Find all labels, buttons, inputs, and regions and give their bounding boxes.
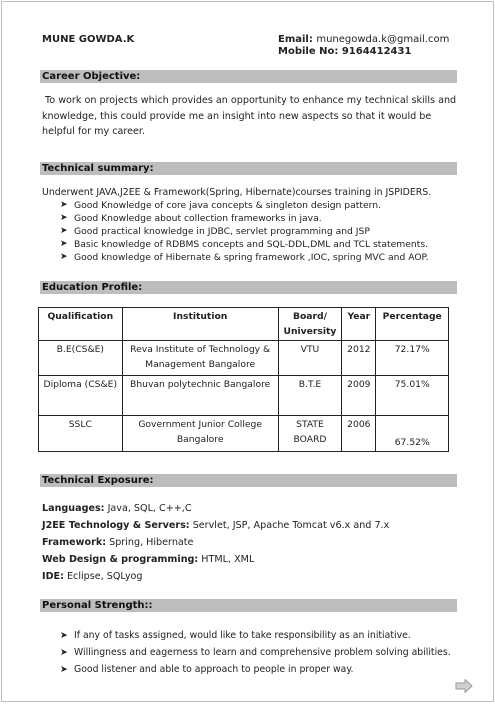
table-cell: 2012 bbox=[342, 341, 376, 376]
next-page-arrow-icon[interactable] bbox=[455, 679, 473, 693]
section-education-profile: Education Profile: bbox=[40, 281, 457, 294]
column-header: Board/ University bbox=[278, 308, 341, 341]
table-cell: 2006 bbox=[342, 416, 376, 452]
list-item: ➤ Basic knowledge of RDBMS concepts and SQL-DDL,DML and TCL statements. bbox=[60, 239, 429, 250]
arrow-right-icon: ➤ bbox=[60, 664, 68, 675]
mobile-label: Mobile No: bbox=[278, 46, 339, 57]
list-item: J2EE Technology & Servers: Servlet, JSP, Apache Tomcat v6.x and 7.x bbox=[42, 520, 390, 531]
table-cell: B.T.E bbox=[278, 376, 341, 416]
section-personal-strength: Personal Strength:: bbox=[40, 599, 457, 612]
section-career-objective: Career Objective: bbox=[40, 70, 457, 83]
table-row bbox=[39, 341, 449, 376]
list-item: ➤ Good listener and able to approach to people in proper way. bbox=[60, 661, 470, 678]
column-header: Qualification bbox=[39, 308, 123, 341]
list-item: IDE: Eclipse, SQLyog bbox=[42, 571, 143, 582]
mobile-value: 9164412431 bbox=[341, 46, 412, 57]
arrow-right-icon: ➤ bbox=[60, 213, 68, 223]
technical-exposure-list bbox=[42, 500, 462, 585]
list-item: ➤ Good Knowledge about collection frameworks in java. bbox=[60, 213, 322, 224]
table-cell: 72.17% bbox=[376, 341, 449, 376]
table-cell: SSLC bbox=[39, 416, 123, 452]
column-header: Percentage bbox=[376, 308, 449, 341]
table-row bbox=[39, 416, 449, 452]
education-table bbox=[38, 307, 449, 452]
arrow-right-icon: ➤ bbox=[60, 239, 68, 249]
table-cell: STATE BOARD bbox=[278, 416, 341, 452]
table-cell: Government Junior College Bangalore bbox=[122, 416, 278, 452]
list-item: Web Design & programming: HTML, XML bbox=[42, 554, 255, 565]
list-item: Framework: Spring, Hibernate bbox=[42, 537, 194, 548]
table-cell: 75.01% bbox=[376, 376, 449, 416]
table-cell: Diploma (CS&E) bbox=[39, 376, 123, 416]
section-technical-summary: Technical summary: bbox=[40, 162, 457, 175]
arrow-right-icon: ➤ bbox=[60, 226, 68, 236]
personal-strength-list bbox=[60, 627, 470, 678]
resume-page bbox=[1, 1, 494, 702]
email-value[interactable]: munegowda.k@gmail.com bbox=[316, 34, 450, 45]
arrow-right-icon: ➤ bbox=[60, 647, 68, 658]
technical-summary-list bbox=[60, 199, 460, 264]
table-row bbox=[39, 376, 449, 416]
training-intro: Underwent JAVA,J2EE & Framework(Spring, Hibernate)courses training in JSPIDERS. bbox=[42, 187, 432, 198]
list-item: ➤ Willingness and eagerness to learn and comprehensive problem solving abilities. bbox=[60, 644, 470, 661]
section-technical-exposure: Technical Exposure: bbox=[40, 474, 457, 487]
arrow-right-icon: ➤ bbox=[60, 252, 68, 262]
table-cell: Reva Institute of Technology & Management Bangalore bbox=[122, 341, 278, 376]
list-item: ➤ Good Knowledge of core java concepts & singleton design pattern. bbox=[60, 200, 381, 211]
list-item: ➤ Good knowledge of Hibernate & spring framework ,IOC, spring MVC and AOP. bbox=[60, 252, 429, 263]
list-item: ➤ Good practical knowledge in JDBC, servlet programming and JSP bbox=[60, 226, 370, 237]
table-cell: 67.52% bbox=[376, 416, 449, 452]
table-header-row bbox=[39, 308, 449, 341]
column-header: Institution bbox=[122, 308, 278, 341]
list-item: Languages: Java, SQL, C++,C bbox=[42, 503, 192, 514]
career-objective-text: To work on projects which provides an opportunity to enhance my technical skills and knowledge, this could provide me an insight into new aspects so that it would be helpful for my career. bbox=[42, 95, 457, 137]
table-cell: 2009 bbox=[342, 376, 376, 416]
contact-block bbox=[278, 34, 449, 58]
table-cell: Bhuvan polytechnic Bangalore bbox=[122, 376, 278, 416]
table-cell: B.E(CS&E) bbox=[39, 341, 123, 376]
arrow-right-icon: ➤ bbox=[60, 200, 68, 210]
candidate-name: MUNE GOWDA.K bbox=[42, 34, 135, 45]
column-header: Year bbox=[342, 308, 376, 341]
email-label: Email: bbox=[278, 34, 313, 45]
list-item: ➤ If any of tasks assigned, would like to take responsibility as an initiative. bbox=[60, 627, 470, 644]
arrow-right-icon: ➤ bbox=[60, 630, 68, 641]
table-cell: VTU bbox=[278, 341, 341, 376]
